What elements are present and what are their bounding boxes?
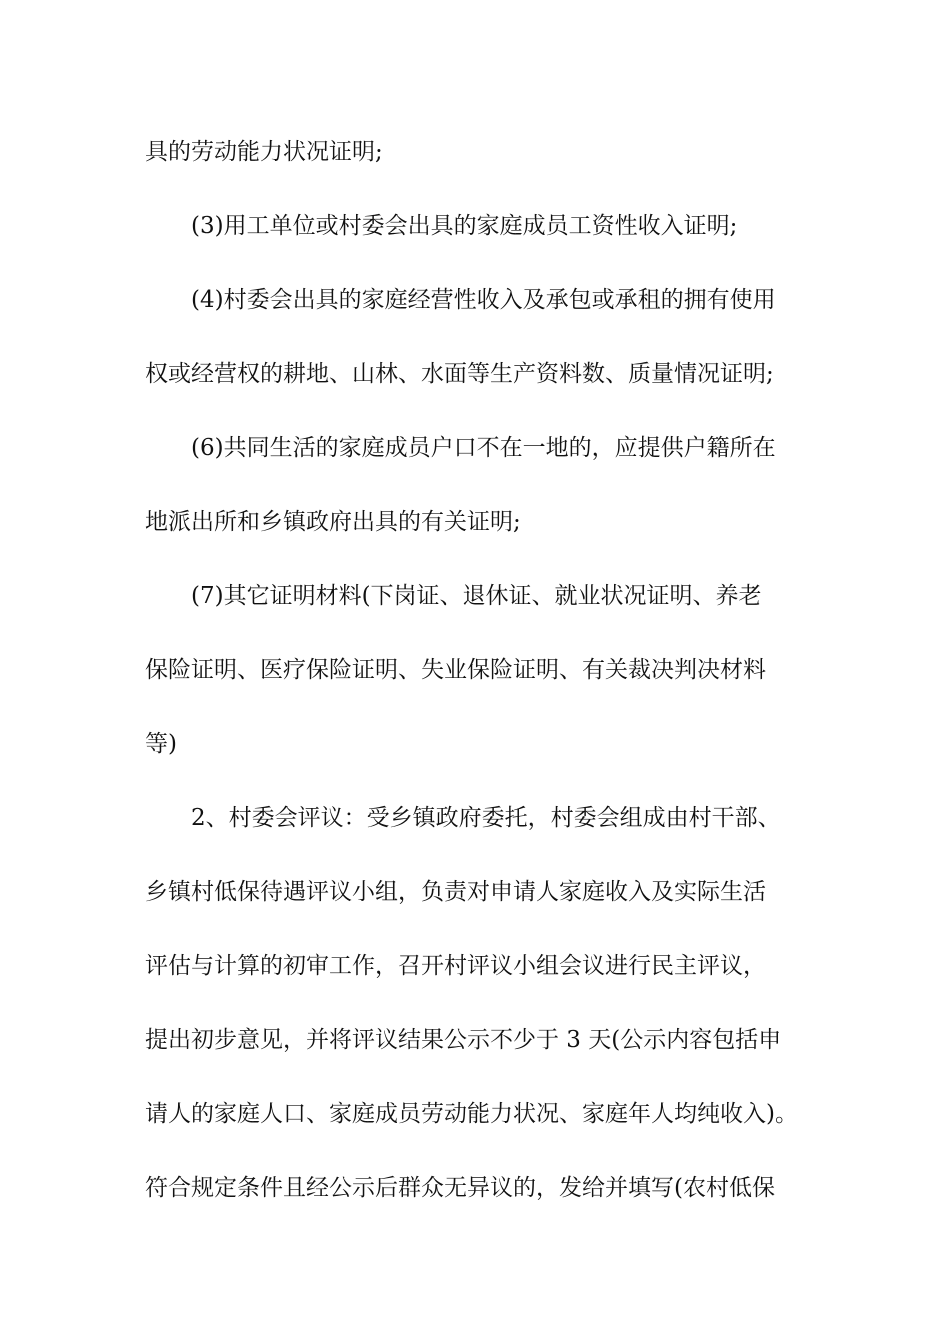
text-line: (6)共同生活的家庭成员户口不在一地的，应提供户籍所在 [191, 435, 776, 461]
text-line: 保险证明、医疗保险证明、失业保险证明、有关裁决判决材料 [145, 657, 766, 683]
text-line: 等) [145, 731, 177, 757]
text-line: 评估与计算的初审工作，召开村评议小组会议进行民主评议， [145, 953, 766, 979]
text-line: 提出初步意见，并将评议结果公示不少于 3 天(公示内容包括申 [145, 1027, 782, 1053]
text-line: 具的劳动能力状况证明; [145, 139, 383, 165]
text-line: 2、村委会评议：受乡镇政府委托，村委会组成由村干部、 [191, 805, 781, 831]
text-line: 乡镇村低保待遇评议小组，负责对申请人家庭收入及实际生活 [145, 879, 766, 905]
text-line: (4)村委会出具的家庭经营性收入及承包或承租的拥有使用 [191, 287, 776, 313]
text-line: 地派出所和乡镇政府出具的有关证明; [145, 509, 521, 535]
text-line: 请人的家庭人口、家庭成员劳动能力状况、家庭年人均纯收入)。 [145, 1101, 798, 1127]
text-line: (3)用工单位或村委会出具的家庭成员工资性收入证明; [191, 213, 738, 239]
text-line: (7)其它证明材料(下岗证、退休证、就业状况证明、养老 [191, 583, 762, 609]
text-line: 权或经营权的耕地、山林、水面等生产资料数、质量情况证明; [145, 361, 774, 387]
text-line: 符合规定条件且经公示后群众无异议的，发给并填写(农村低保 [145, 1175, 775, 1201]
